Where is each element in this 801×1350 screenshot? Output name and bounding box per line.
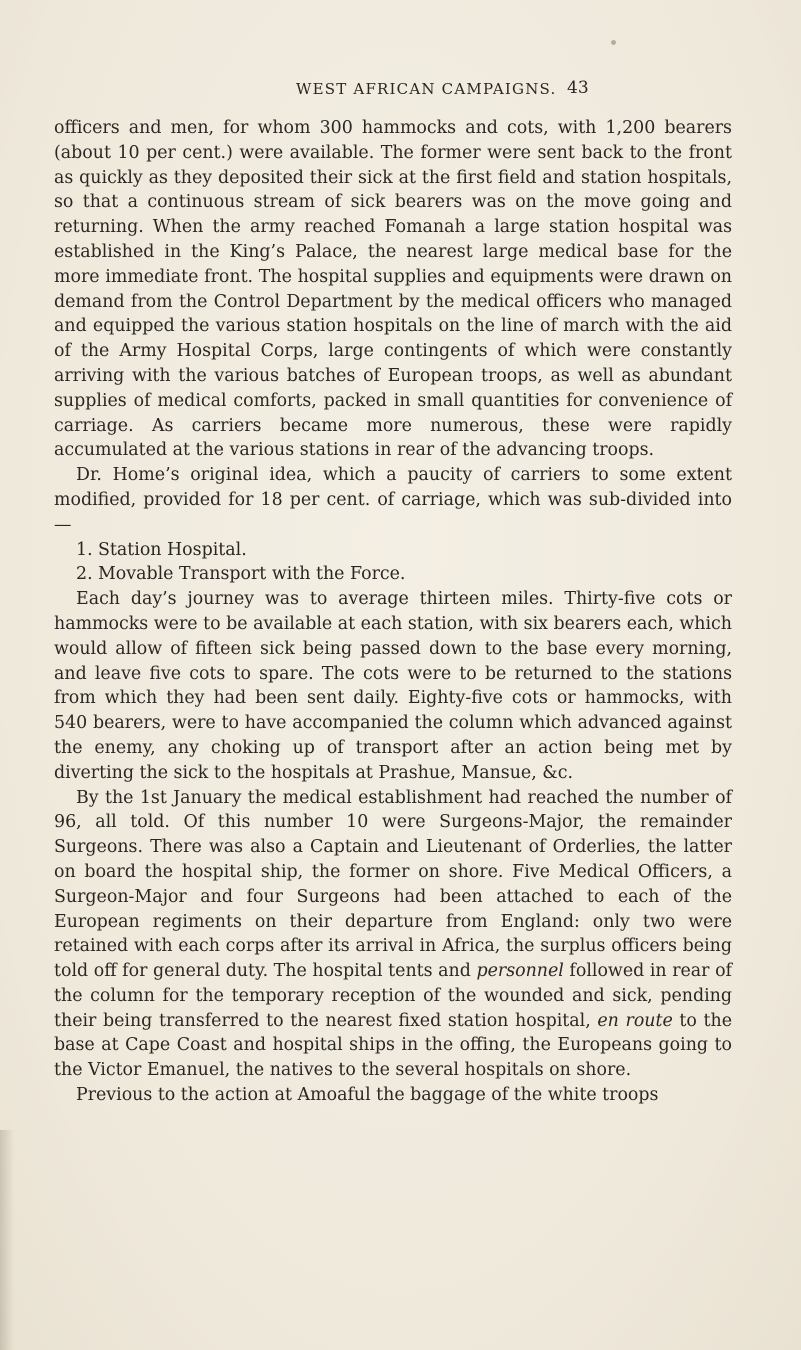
numbered-list (54, 538, 732, 588)
paragraph-3: Each day’s journey was to average thirteen miles. Thirty-five cots or hammocks were to be available at each station, with six bearers each, which would allow of fifteen sick being passed down to the base every morning, and leave five cots to spare. The cots were to be returned to the stations from which they had been sent daily. Eighty-five cots or hammocks, with 540 bearers, were to have accompanied the column which advanced against the enemy, any choking up of transport after an action being met by diverting the sick to the hospitals at Prashue, Mansue, &c. (54, 589, 732, 783)
binding-shadow (0, 1130, 14, 1350)
list-text: Station Hospital. (98, 539, 247, 560)
paragraph-2: Dr. Home’s original idea, which a paucity of carriers to some extent modified, provided for 18 per cent. of carriage, which was sub-divided into— (54, 465, 732, 535)
paragraph-1: officers and men, for whom 300 hammocks and cots, with 1,200 bearers (about 10 per cent.) were available. The former were sent back to the front as quickly as they deposited their sick at the first field and station hospitals, so that a continuous stream of sick bearers was on the move going and returning. When the army reached Fomanah a large station hospital was established in the King’s Palace, the nearest large medical base for the more immediate front. The hospital supplies and equipments were drawn on demand from the Control Department by the medical officers who managed and equipped the various station hospitals on the line of march with the aid of the Army Hospital Corps, large contingents of which were constantly arriving with the various batches of European troops, as well as abundant supplies of medical comforts, packed in small quantities for convenience of carriage. As carriers became more numerous, these were rapidly accumulated at the various stations in rear of the advancing troops. (54, 118, 732, 461)
italic-en-route: en route (597, 1010, 673, 1031)
list-item (54, 562, 732, 587)
paragraph-5: Previous to the action at Amoaful the baggage of the white troops (76, 1085, 659, 1106)
paragraph-4-part-a: By the 1st January the medical establishment had reached the number of 96, all told. Of this number 10 were Surgeons-Major, the remainder Surgeons. There was also a Captain and Lieutenant of Orderlies, the latter on board the hospital ship, the former on shore. Five Medical Officers, a Surgeon-Major and four Surgeons had been attached to each of the European regiments on their departure from England: only two were retained with each corps after its arrival in Africa, the surplus officers being told off for general duty. The hospital tents and (54, 787, 732, 982)
body-text (54, 116, 732, 1108)
page-number: 43 (567, 78, 589, 98)
paragraph-4 (54, 786, 732, 1084)
italic-personnel: personnel (476, 961, 564, 982)
paragraph-4-part-b: followed in rear of the column for the temporary reception of the wounded and sick, pending their being transferred to the nearest fixed station hospital, (54, 961, 732, 1031)
page-header (0, 80, 801, 110)
ink-speck (611, 40, 616, 45)
running-head: WEST AFRICAN CAMPAIGNS. (296, 80, 557, 98)
list-number: 2. (76, 564, 93, 585)
list-item (54, 538, 732, 563)
list-text: Movable Transport with the Force. (98, 564, 406, 585)
paragraph-4-part-c: to the base at Cape Coast and hospital ships in the offing, the Europeans going to the Victor Emanuel, the natives to the several hospitals on shore. (54, 1010, 732, 1081)
list-number: 1. (76, 539, 93, 560)
